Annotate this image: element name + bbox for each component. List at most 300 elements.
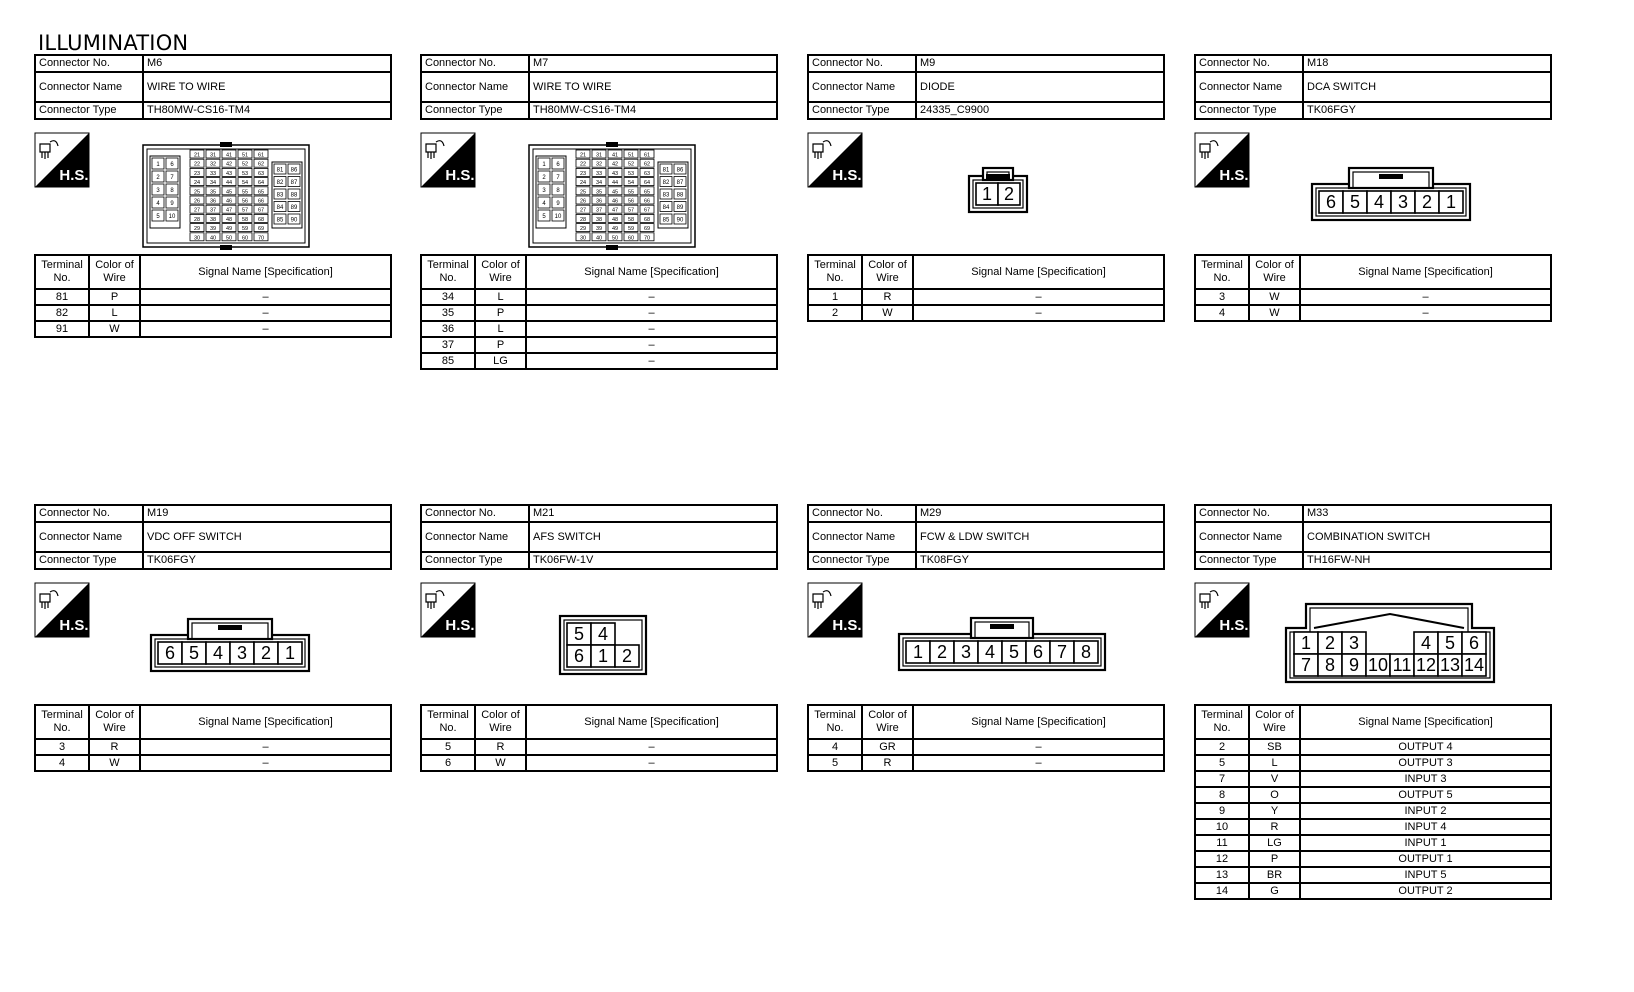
table-row — [1195, 787, 1551, 803]
pin-number: 26 — [193, 198, 201, 205]
pin-number: 40 — [595, 235, 603, 242]
harness-side-icon — [34, 132, 90, 188]
terminal-table — [1194, 254, 1552, 322]
terminal-no-cell: 5 — [1195, 755, 1249, 771]
signal-name-cell: – — [913, 289, 1164, 305]
pin-number: 59 — [241, 226, 249, 233]
table-row — [1195, 883, 1551, 899]
table-row — [1195, 867, 1551, 883]
pin-number: 87 — [290, 180, 298, 186]
pin-number: 62 — [257, 161, 265, 168]
pin-number: 14 — [1463, 655, 1485, 676]
pin-number: 7 — [170, 175, 174, 181]
signal-name-cell: – — [140, 755, 391, 771]
connector-m33-diagram — [1284, 602, 1496, 686]
pin-number: 5 — [188, 643, 200, 664]
connector-m9-diagram — [967, 166, 1029, 214]
table-row — [421, 321, 777, 337]
connector-no-label: Connector No. — [1195, 55, 1303, 72]
wire-color-cell: P — [1249, 851, 1300, 867]
harness-side-icon — [807, 132, 863, 188]
table-row — [1195, 289, 1551, 305]
signal-name-cell: OUTPUT 4 — [1300, 739, 1551, 755]
color-of-wire-header: Color of Wire — [862, 705, 913, 739]
pin-number: 45 — [611, 189, 619, 196]
terminal-no-cell: 35 — [421, 305, 475, 321]
table-row — [35, 321, 391, 337]
terminal-no-cell: 4 — [1195, 305, 1249, 321]
signal-name-cell: OUTPUT 1 — [1300, 851, 1551, 867]
wire-color-cell: R — [475, 739, 526, 755]
connector-no-label: Connector No. — [808, 505, 916, 522]
connector-type-value: TH80MW-CS16-TM4 — [529, 102, 777, 119]
connector-panel-m18 — [1194, 54, 1552, 319]
pin-number: 32 — [209, 161, 217, 168]
terminal-no-cell: 7 — [1195, 771, 1249, 787]
connector-type-value: TH80MW-CS16-TM4 — [143, 102, 391, 119]
connector-info-table — [420, 54, 778, 120]
signal-name-cell: OUTPUT 5 — [1300, 787, 1551, 803]
table-row — [35, 755, 391, 771]
signal-name-header: Signal Name [Specification] — [526, 705, 777, 739]
page-title: ILLUMINATION — [38, 31, 189, 55]
pin-number: 23 — [193, 170, 201, 177]
wire-color-cell: V — [1249, 771, 1300, 787]
connector-no-label: Connector No. — [808, 55, 916, 72]
pin-number: 3 — [542, 188, 546, 194]
signal-name-cell: – — [913, 739, 1164, 755]
wire-color-cell: LG — [1249, 835, 1300, 851]
pin-number: 40 — [209, 235, 217, 242]
pin-number: 69 — [643, 226, 651, 233]
pin-number: 34 — [209, 180, 217, 187]
pin-number: 87 — [676, 180, 684, 186]
pin-number: 8 — [1080, 642, 1092, 663]
pin-number: 3 — [156, 188, 160, 194]
pin-number: 2 — [542, 175, 546, 181]
pin-number: 5 — [156, 214, 160, 220]
pin-number: 59 — [627, 226, 635, 233]
connector-no-value: M6 — [143, 55, 391, 72]
connector-m29-diagram — [897, 616, 1107, 672]
signal-name-cell: – — [526, 337, 777, 353]
wire-color-cell: W — [862, 305, 913, 321]
table-row — [1195, 851, 1551, 867]
pin-number: 2 — [1324, 633, 1336, 654]
color-of-wire-header: Color of Wire — [1249, 255, 1300, 289]
pin-number: 30 — [579, 235, 587, 242]
pin-number: 55 — [627, 189, 635, 196]
signal-name-cell: INPUT 2 — [1300, 803, 1551, 819]
signal-name-cell: – — [913, 755, 1164, 771]
pin-number: 66 — [257, 198, 265, 205]
pin-number: 35 — [595, 189, 603, 196]
pin-number: 24 — [193, 180, 201, 187]
pin-number: 2 — [260, 643, 272, 664]
signal-name-header: Signal Name [Specification] — [913, 255, 1164, 289]
pin-number: 10 — [168, 214, 176, 220]
wire-color-cell: R — [89, 739, 140, 755]
pin-number: 57 — [241, 207, 249, 214]
pin-number: 83 — [276, 192, 284, 199]
pin-number: 2 — [936, 642, 948, 663]
connector-name-value: COMBINATION SWITCH — [1303, 522, 1551, 552]
signal-name-cell: INPUT 3 — [1300, 771, 1551, 787]
pin-number: 34 — [595, 180, 603, 187]
hs-label: H.S. — [1219, 617, 1249, 634]
table-row — [1195, 755, 1551, 771]
pin-number: 4 — [1373, 192, 1385, 213]
terminal-no-header: Terminal No. — [421, 255, 475, 289]
terminal-no-cell: 3 — [35, 739, 89, 755]
terminal-no-cell: 82 — [35, 305, 89, 321]
pin-number: 1 — [912, 642, 924, 663]
pin-number: 51 — [241, 152, 249, 159]
terminal-table — [1194, 704, 1552, 900]
pin-number: 36 — [209, 198, 217, 205]
connector-m19-diagram — [149, 617, 311, 673]
pin-number: 81 — [276, 167, 284, 174]
pin-number: 13 — [1439, 655, 1461, 676]
pin-number: 56 — [241, 198, 249, 205]
terminal-table — [34, 254, 392, 338]
signal-name-cell: – — [526, 353, 777, 369]
terminal-no-cell: 2 — [808, 305, 862, 321]
connector-no-label: Connector No. — [35, 505, 143, 522]
pin-number: 60 — [627, 235, 635, 242]
pin-number: 89 — [676, 205, 684, 211]
connector-panel-m33 — [1194, 504, 1552, 897]
pin-number: 44 — [225, 180, 233, 187]
pin-number: 5 — [1349, 192, 1361, 213]
pin-number: 90 — [676, 217, 684, 224]
signal-name-header: Signal Name [Specification] — [140, 255, 391, 289]
pin-number: 6 — [556, 162, 560, 168]
pin-number: 1 — [981, 184, 993, 205]
wire-color-cell: G — [1249, 883, 1300, 899]
terminal-no-cell: 5 — [421, 739, 475, 755]
table-row — [421, 337, 777, 353]
terminal-no-header: Terminal No. — [1195, 705, 1249, 739]
harness-side-icon — [420, 582, 476, 638]
pin-number: 7 — [556, 175, 560, 181]
wire-color-cell: R — [862, 755, 913, 771]
connector-info-table — [420, 504, 778, 570]
pin-number: 38 — [209, 216, 217, 223]
pin-number: 30 — [193, 235, 201, 242]
pin-number: 25 — [579, 189, 587, 196]
signal-name-header: Signal Name [Specification] — [140, 705, 391, 739]
pin-number: 63 — [643, 170, 651, 177]
connector-no-value: M33 — [1303, 505, 1551, 522]
pin-number: 49 — [225, 226, 233, 233]
pin-number: 29 — [193, 226, 201, 233]
signal-name-header: Signal Name [Specification] — [913, 705, 1164, 739]
pin-number: 56 — [627, 198, 635, 205]
pin-number: 61 — [643, 152, 651, 159]
connector-name-value: VDC OFF SWITCH — [143, 522, 391, 552]
connector-name-label: Connector Name — [35, 522, 143, 552]
table-row — [808, 289, 1164, 305]
pin-number: 6 — [164, 643, 176, 664]
pin-number: 88 — [676, 192, 684, 199]
connector-no-value: M9 — [916, 55, 1164, 72]
pin-number: 3 — [1397, 192, 1409, 213]
hs-label: H.S. — [59, 167, 89, 184]
pin-number: 49 — [611, 226, 619, 233]
pin-number: 86 — [676, 167, 684, 174]
pin-number: 27 — [579, 207, 587, 214]
pin-number: 2 — [621, 646, 633, 667]
color-of-wire-header: Color of Wire — [1249, 705, 1300, 739]
signal-name-cell: – — [140, 305, 391, 321]
wire-color-cell: P — [475, 337, 526, 353]
connector-m21-diagram — [558, 614, 648, 676]
connector-name-label: Connector Name — [1195, 72, 1303, 102]
pin-number: 70 — [257, 235, 265, 242]
pin-number: 1 — [542, 162, 546, 168]
terminal-no-cell: 10 — [1195, 819, 1249, 835]
connector-name-value: WIRE TO WIRE — [143, 72, 391, 102]
pin-number: 31 — [595, 152, 603, 159]
table-row — [421, 305, 777, 321]
pin-number: 3 — [236, 643, 248, 664]
connector-no-value: M21 — [529, 505, 777, 522]
signal-name-cell: – — [913, 305, 1164, 321]
pin-number: 43 — [225, 170, 233, 177]
pin-number: 65 — [643, 189, 651, 196]
connector-info-table — [807, 504, 1165, 570]
pin-number: 32 — [595, 161, 603, 168]
terminal-no-header: Terminal No. — [421, 705, 475, 739]
connector-panel-m29 — [807, 504, 1165, 769]
pin-number: 58 — [627, 216, 635, 223]
terminal-table — [34, 704, 392, 772]
connector-name-label: Connector Name — [1195, 522, 1303, 552]
pin-number: 62 — [643, 161, 651, 168]
pin-number: 24 — [579, 180, 587, 187]
pin-number: 28 — [579, 216, 587, 223]
pin-number: 67 — [257, 207, 265, 214]
connector-name-label: Connector Name — [35, 72, 143, 102]
color-of-wire-header: Color of Wire — [862, 255, 913, 289]
pin-number: 8 — [170, 188, 174, 194]
connector-no-label: Connector No. — [1195, 505, 1303, 522]
pin-number: 36 — [595, 198, 603, 205]
terminal-no-cell: 12 — [1195, 851, 1249, 867]
table-row — [808, 739, 1164, 755]
hs-label: H.S. — [1219, 167, 1249, 184]
pin-number: 3 — [1348, 633, 1360, 654]
connector-panel-m21 — [420, 504, 778, 769]
pin-number: 85 — [276, 217, 284, 224]
pin-number: 89 — [290, 205, 298, 211]
pin-number: 81 — [662, 167, 670, 174]
wire-color-cell: W — [1249, 289, 1300, 305]
signal-name-cell: – — [140, 739, 391, 755]
pin-number: 68 — [257, 216, 265, 223]
terminal-no-cell: 1 — [808, 289, 862, 305]
pin-number: 42 — [225, 161, 233, 168]
signal-name-cell: OUTPUT 3 — [1300, 755, 1551, 771]
pin-number: 33 — [209, 170, 217, 177]
pin-number: 55 — [241, 189, 249, 196]
connector-name-label: Connector Name — [421, 72, 529, 102]
pin-number: 60 — [241, 235, 249, 242]
connector-no-label: Connector No. — [421, 505, 529, 522]
connector-m6-diagram — [142, 142, 310, 250]
connector-panel-m9 — [807, 54, 1165, 319]
signal-name-cell: – — [526, 739, 777, 755]
pin-number: 44 — [611, 180, 619, 187]
hs-label: H.S. — [59, 617, 89, 634]
table-row — [35, 739, 391, 755]
connector-name-value: DIODE — [916, 72, 1164, 102]
pin-number: 39 — [595, 226, 603, 233]
wire-color-cell: W — [89, 321, 140, 337]
connector-no-value: M18 — [1303, 55, 1551, 72]
pin-number: 82 — [662, 180, 670, 186]
pin-number: 39 — [209, 226, 217, 233]
pin-number: 57 — [627, 207, 635, 214]
table-row — [1195, 305, 1551, 321]
hs-label: H.S. — [832, 167, 862, 184]
pin-number: 86 — [290, 167, 298, 174]
terminal-no-cell: 36 — [421, 321, 475, 337]
pin-number: 48 — [225, 216, 233, 223]
connector-type-value: TH16FW-NH — [1303, 552, 1551, 569]
connector-panel-m7 — [420, 54, 778, 367]
table-row — [421, 755, 777, 771]
connector-no-value: M7 — [529, 55, 777, 72]
table-row — [1195, 819, 1551, 835]
pin-number: 4 — [984, 642, 996, 663]
wire-color-cell: BR — [1249, 867, 1300, 883]
pin-number: 28 — [193, 216, 201, 223]
pin-number: 22 — [579, 161, 587, 168]
pin-number: 50 — [611, 235, 619, 242]
hs-label: H.S. — [832, 617, 862, 634]
pin-number: 4 — [212, 643, 224, 664]
wire-color-cell: W — [475, 755, 526, 771]
pin-number: 37 — [209, 207, 217, 214]
wire-color-cell: SB — [1249, 739, 1300, 755]
pin-number: 52 — [241, 161, 249, 168]
pin-number: 47 — [611, 207, 619, 214]
terminal-no-cell: 5 — [808, 755, 862, 771]
pin-number: 8 — [1324, 655, 1336, 676]
pin-number: 6 — [1032, 642, 1044, 663]
pin-number: 41 — [611, 152, 619, 159]
signal-name-cell: – — [140, 289, 391, 305]
connector-type-label: Connector Type — [421, 552, 529, 569]
pin-number: 23 — [579, 170, 587, 177]
terminal-no-header: Terminal No. — [808, 255, 862, 289]
pin-number: 45 — [225, 189, 233, 196]
pin-number: 5 — [542, 214, 546, 220]
pin-number: 26 — [579, 198, 587, 205]
pin-number: 46 — [611, 198, 619, 205]
hs-label: H.S. — [445, 617, 475, 634]
pin-number: 53 — [627, 170, 635, 177]
connector-name-label: Connector Name — [808, 522, 916, 552]
pin-number: 54 — [627, 180, 635, 187]
pin-number: 6 — [170, 162, 174, 168]
pin-number: 1 — [1300, 633, 1312, 654]
connector-name-value: DCA SWITCH — [1303, 72, 1551, 102]
signal-name-cell: – — [140, 321, 391, 337]
connector-type-label: Connector Type — [1195, 102, 1303, 119]
terminal-no-cell: 6 — [421, 755, 475, 771]
pin-number: 21 — [193, 152, 201, 159]
terminal-table — [807, 704, 1165, 772]
signal-name-header: Signal Name [Specification] — [1300, 255, 1551, 289]
wire-color-cell: R — [1249, 819, 1300, 835]
signal-name-cell: – — [526, 305, 777, 321]
hs-label: H.S. — [445, 167, 475, 184]
table-row — [808, 755, 1164, 771]
pin-number: 66 — [643, 198, 651, 205]
terminal-no-header: Terminal No. — [1195, 255, 1249, 289]
table-row — [1195, 771, 1551, 787]
pin-number: 4 — [597, 624, 609, 645]
terminal-no-cell: 81 — [35, 289, 89, 305]
pin-number: 6 — [573, 646, 585, 667]
pin-number: 6 — [1468, 633, 1480, 654]
pin-number: 29 — [579, 226, 587, 233]
connector-type-label: Connector Type — [1195, 552, 1303, 569]
signal-name-header: Signal Name [Specification] — [526, 255, 777, 289]
signal-name-cell: – — [526, 289, 777, 305]
pin-number: 21 — [579, 152, 587, 159]
pin-number: 8 — [556, 188, 560, 194]
connector-type-value: TK08FGY — [916, 552, 1164, 569]
pin-number: 2 — [156, 175, 160, 181]
terminal-no-cell: 85 — [421, 353, 475, 369]
pin-number: 11 — [1392, 655, 1412, 676]
pin-number: 31 — [209, 152, 217, 159]
connector-type-value: 24335_C9900 — [916, 102, 1164, 119]
signal-name-cell: – — [526, 755, 777, 771]
pin-number: 1 — [156, 162, 160, 168]
terminal-no-cell: 13 — [1195, 867, 1249, 883]
pin-number: 54 — [241, 180, 249, 187]
pin-number: 58 — [241, 216, 249, 223]
pin-number: 50 — [225, 235, 233, 242]
pin-number: 12 — [1415, 655, 1437, 676]
terminal-no-cell: 2 — [1195, 739, 1249, 755]
pin-number: 5 — [1008, 642, 1020, 663]
connector-m6-diagram — [528, 142, 696, 250]
pin-number: 33 — [595, 170, 603, 177]
table-row — [35, 305, 391, 321]
pin-number: 1 — [1445, 192, 1457, 213]
pin-number: 61 — [257, 152, 265, 159]
signal-name-cell: – — [1300, 305, 1551, 321]
connector-type-value: TK06FGY — [143, 552, 391, 569]
pin-number: 41 — [225, 152, 233, 159]
terminal-no-cell: 14 — [1195, 883, 1249, 899]
table-row — [1195, 803, 1551, 819]
pin-number: 2 — [1421, 192, 1433, 213]
pin-number: 43 — [611, 170, 619, 177]
pin-number: 10 — [1367, 655, 1389, 676]
pin-number: 65 — [257, 189, 265, 196]
wire-color-cell: R — [862, 289, 913, 305]
pin-number: 64 — [643, 180, 651, 187]
color-of-wire-header: Color of Wire — [89, 705, 140, 739]
connector-no-value: M29 — [916, 505, 1164, 522]
